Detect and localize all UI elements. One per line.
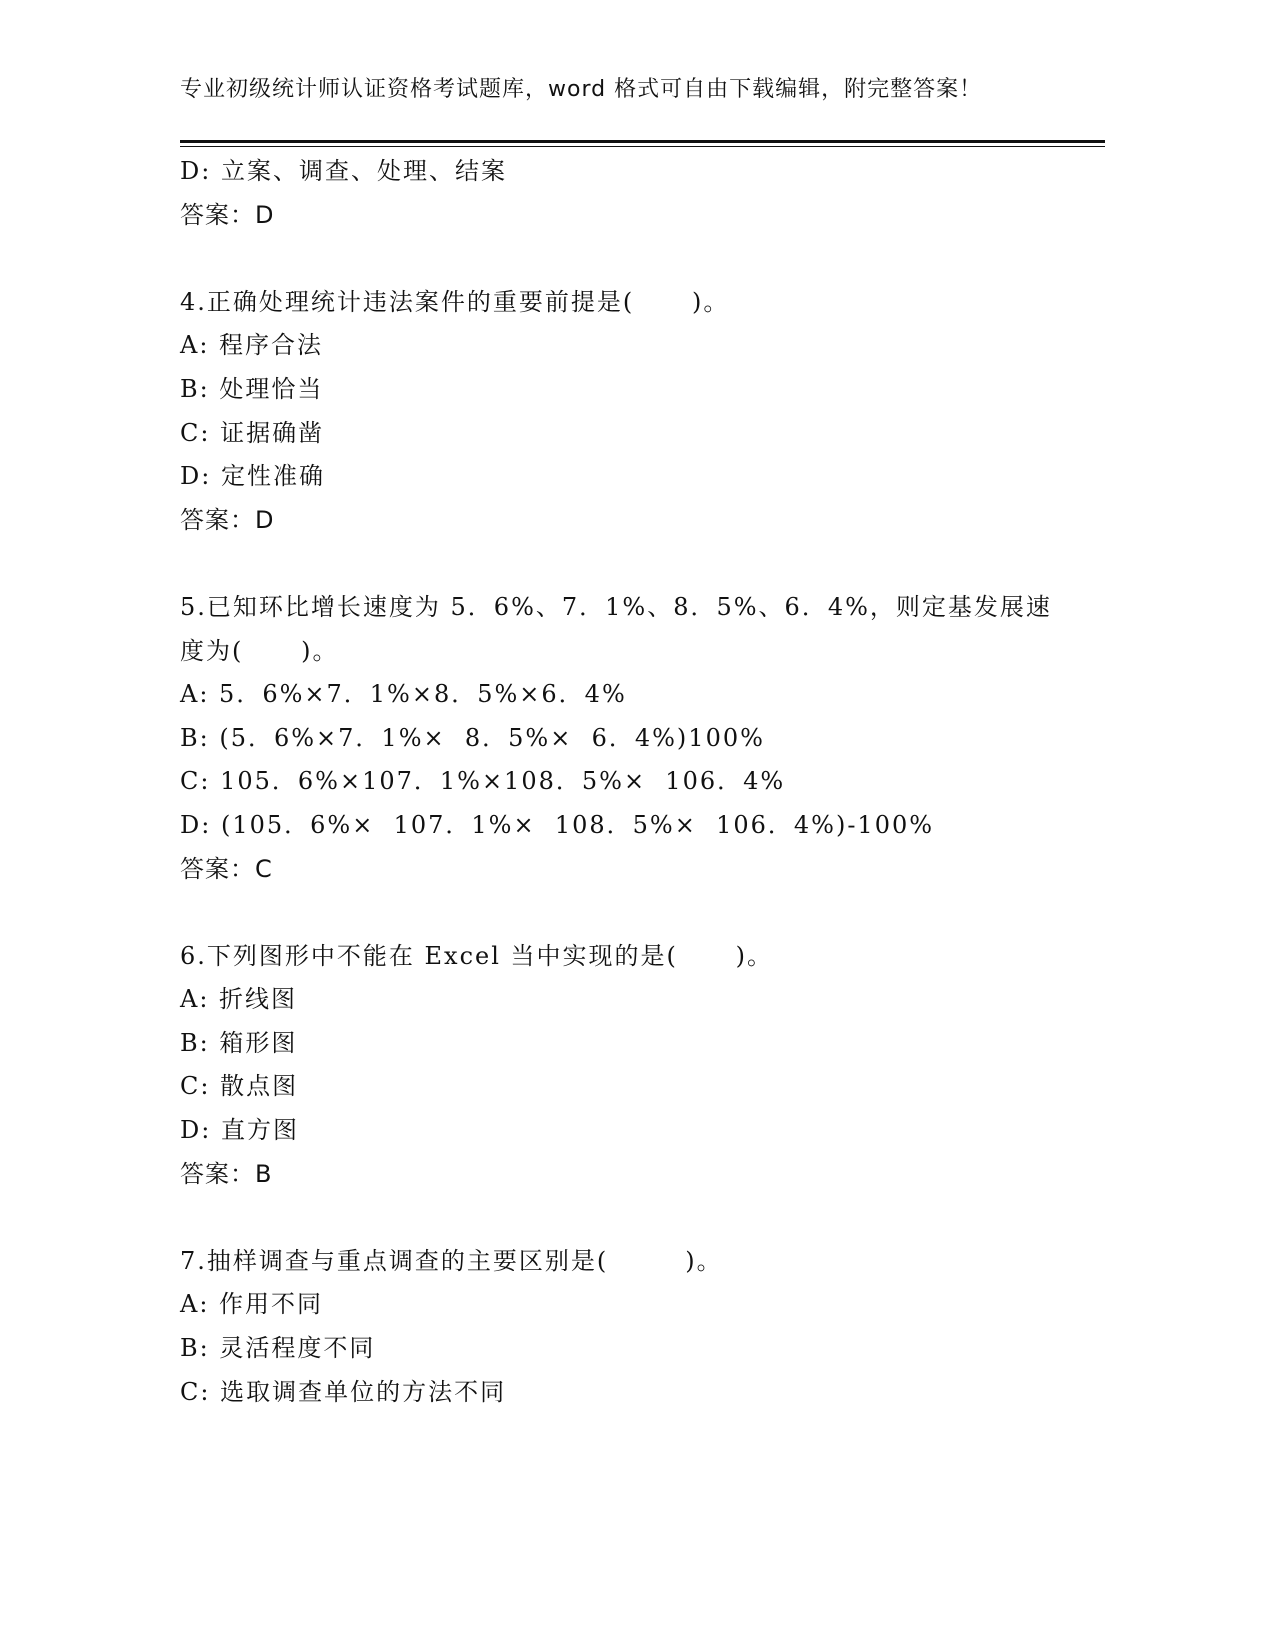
question-stem: 7.抽样调查与重点调查的主要区别是( )。 (180, 1246, 723, 1275)
question-stem-continued: 度为( )。 (180, 636, 339, 665)
question-answer: 答案：B (180, 1159, 273, 1188)
spacer (180, 542, 1080, 586)
question-option: C: 散点图 (180, 1072, 299, 1101)
document-body (180, 150, 1080, 1414)
question-option: B: 灵活程度不同 (180, 1334, 376, 1363)
page-header: 专业初级统计师认证资格考试题库，word 格式可自由下载编辑，附完整答案！ (180, 77, 983, 102)
question-option: D: (105．6%× 107．1%× 108．5%× 106．4%)-100% (180, 810, 935, 839)
question-option: C: 证据确凿 (180, 418, 325, 447)
question-option: D: 定性准确 (180, 462, 325, 491)
question-block (180, 586, 1080, 891)
question-answer: 答案：C (180, 854, 273, 883)
spacer (180, 1196, 1080, 1240)
question-stem: 5.已知环比增长速度为 5．6%、7．1%、8．5%、6．4%，则定基发展速 (180, 592, 1052, 621)
prev-question-option-d: D: 立案、调查、处理、结案 (180, 157, 507, 185)
question-block (180, 935, 1080, 1197)
question-option: C: 105．6%×107．1%×108．5%× 106．4% (180, 767, 786, 796)
question-stem: 4.正确处理统计违法案件的重要前提是( )。 (180, 287, 730, 316)
question-option: A: 折线图 (180, 985, 298, 1014)
question-answer: 答案：D (180, 505, 275, 534)
spacer (180, 891, 1080, 935)
question-block (180, 281, 1080, 543)
question-option: B: 处理恰当 (180, 374, 324, 403)
header-rule-thick (180, 140, 1105, 143)
question-option: B: (5．6%×7．1%× 8．5%× 6．4%)100% (180, 723, 765, 752)
question-stem: 6.下列图形中不能在 Excel 当中实现的是( )。 (180, 941, 774, 970)
question-option: A: 程序合法 (180, 331, 324, 360)
question-option: A: 作用不同 (180, 1290, 324, 1319)
prev-question-answer: 答案：D (180, 200, 275, 229)
question-block (180, 1240, 1080, 1414)
spacer (180, 237, 1080, 281)
question-option: B: 箱形图 (180, 1028, 298, 1057)
question-option: D: 直方图 (180, 1116, 299, 1145)
question-option: A: 5．6%×7．1%×8．5%×6．4% (180, 680, 627, 709)
header-rule-thin (180, 146, 1105, 147)
question-option: C: 选取调查单位的方法不同 (180, 1377, 507, 1406)
